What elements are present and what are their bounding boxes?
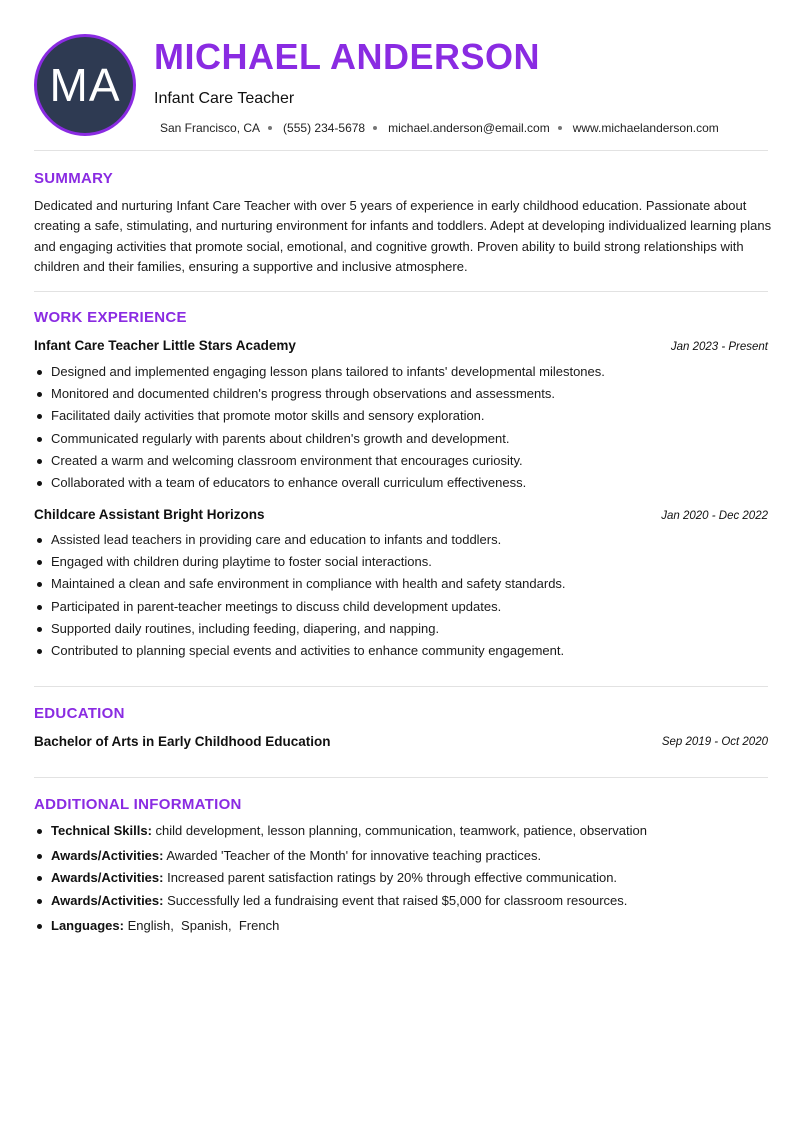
info-text: Awarded 'Teacher of the Month' for innovative teaching practices. [163, 848, 542, 864]
info-label: Awards/Activities: [51, 848, 164, 864]
list-item: Maintained a clean and safe environment in compliance with health and safety standards. [51, 573, 771, 595]
list-item: Contributed to planning special events and activities to enhance community engagement. [51, 640, 771, 662]
job-bullets [51, 361, 771, 494]
list-item: Participated in parent-teacher meetings to discuss child development updates. [51, 596, 771, 618]
list-item: Collaborated with a team of educators to enhance overall curriculum effectiveness. [51, 472, 771, 494]
list-item [51, 915, 771, 937]
job-date: Jan 2020 - Dec 2022 [661, 510, 768, 522]
candidate-title: Infant Care Teacher [154, 90, 295, 107]
info-text: Successfully led a fundraising event that raised $5,000 for classroom resources. [163, 892, 628, 908]
list-item [51, 867, 771, 889]
info-label: Awards/Activities: [51, 892, 164, 908]
job-title: Childcare Assistant Bright Horizons [34, 507, 265, 522]
list-item: Engaged with children during playtime to foster social interactions. [51, 551, 771, 573]
info-label: Awards/Activities: [51, 870, 164, 886]
list-item [51, 820, 771, 842]
job-bullets [51, 529, 771, 662]
location-text: San Francisco, CA [160, 121, 261, 135]
resume-header [34, 34, 768, 136]
summary-heading: SUMMARY [34, 170, 114, 187]
list-item: Communicated regularly with parents about children's growth and development. [51, 428, 771, 450]
separator-dot [373, 126, 377, 130]
info-text: English, Spanish, French [123, 917, 280, 933]
divider [34, 291, 768, 292]
list-item: Designed and implemented engaging lesson plans tailored to infants' developmental milestones. [51, 361, 771, 383]
email-link[interactable]: michael.anderson@email.com [388, 121, 550, 135]
list-item [51, 845, 771, 867]
phone-text: (555) 234-5678 [283, 121, 366, 135]
summary-text: Dedicated and nurturing Infant Care Teacher with over 5 years of experience in early childhood education. Passionate about creating a safe, stimulating, and nurturing environment for infants and toddlers. Adept at developing individualized learning plans and engaging activities that promote social, emotional, and cognitive growth. Proven ability to build strong relationships with children and their families, ensuring a supportive and inclusive atmosphere. [34, 198, 772, 274]
website-link[interactable]: www.michaelanderson.com [572, 121, 719, 135]
info-text: child development, lesson planning, communication, teamwork, patience, observation [151, 823, 647, 838]
separator-dot [558, 126, 562, 130]
job-title: Infant Care Teacher Little Stars Academy [34, 338, 296, 353]
education-date: Sep 2019 - Oct 2020 [661, 736, 768, 748]
info-label: Technical Skills: [51, 823, 152, 838]
separator-dot [268, 126, 272, 130]
list-item: Supported daily routines, including feeding, diapering, and napping. [51, 618, 771, 640]
education-heading: EDUCATION [34, 705, 125, 722]
candidate-name: MICHAEL ANDERSON [154, 36, 541, 77]
list-item: Assisted lead teachers in providing care and education to infants and toddlers. [51, 529, 771, 551]
list-item: Monitored and documented children's progress through observations and assessments. [51, 383, 771, 405]
contact-info [160, 121, 719, 135]
divider [34, 686, 768, 687]
avatar [34, 34, 136, 136]
divider [34, 150, 768, 151]
avatar-initials: MA [49, 59, 121, 111]
divider [34, 777, 768, 778]
list-item: Facilitated daily activities that promote motor skills and sensory exploration. [51, 405, 771, 427]
additional-info-heading: ADDITIONAL INFORMATION [34, 796, 242, 813]
work-experience-heading: WORK EXPERIENCE [34, 309, 187, 326]
degree-title: Bachelor of Arts in Early Childhood Education [34, 734, 331, 749]
list-item [51, 890, 771, 912]
info-text: Increased parent satisfaction ratings by 20% through effective communication. [163, 870, 618, 886]
additional-info-list [51, 820, 771, 937]
info-label: Languages: [51, 917, 124, 933]
list-item: Created a warm and welcoming classroom environment that encourages curiosity. [51, 450, 771, 472]
job-date: Jan 2023 - Present [670, 341, 768, 353]
